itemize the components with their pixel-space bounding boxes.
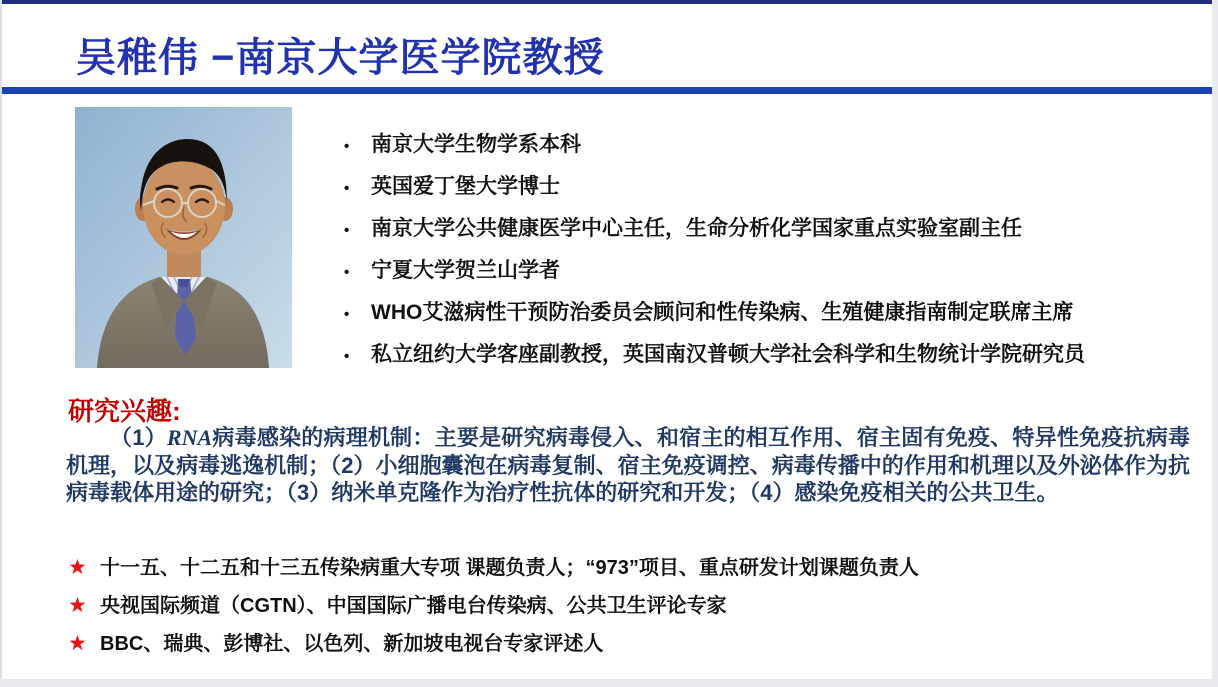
title-divider-rule: [2, 87, 1214, 94]
bullet-dot-icon: •: [344, 348, 350, 365]
credential-text: 南京大学生物学系本科: [371, 133, 581, 156]
credential-text: 英国爱丁堡大学博士: [371, 175, 560, 198]
portrait-photo: [75, 107, 292, 368]
bullet-dot-icon: •: [344, 264, 350, 281]
bullet-dot-icon: •: [344, 180, 350, 197]
left-edge-border: [0, 0, 2, 687]
bullet-dot-icon: •: [344, 222, 350, 239]
highlight-item: [68, 587, 1198, 625]
page-title: 吴稚伟 −南京大学医学院教授: [76, 36, 605, 80]
credentials-list: [344, 124, 1194, 376]
credential-item: [344, 334, 1194, 376]
credential-text: 南京大学公共健康医学中心主任，生命分析化学国家重点实验室副主任: [371, 217, 1022, 240]
highlight-text: 十一五、十二五和十三五传染病重大专项 课题负责人；“973”项目、重点研发计划课题负责人: [100, 557, 919, 579]
credential-item: [344, 166, 1194, 208]
star-icon: ★: [68, 632, 87, 655]
research-interests-heading: 研究兴趣:: [68, 396, 181, 426]
highlight-item: [68, 625, 1198, 663]
highlight-item: [68, 549, 1198, 587]
right-edge-border: [1212, 0, 1218, 687]
credential-item: [344, 292, 1194, 334]
bottom-edge-strip: [0, 679, 1218, 687]
bullet-dot-icon: •: [344, 138, 350, 155]
paragraph-segment: RNA: [166, 425, 213, 450]
highlights-list: [68, 549, 1198, 663]
paragraph-segment: 病毒感染的病理机制：主要是研究病毒侵入、和宿主的相互作用、宿主固有免疫、特异性免疫抗病毒机理，以及病毒逃逸机制；（2）小细胞囊泡在病毒复制、宿主免疫调控、病毒传播中的作用和机理以及外泌体作为抗病毒载体用途的研究；（3）纳米单克隆作为治疗性抗体的研究和开发；（4）感染免疫相关的公共卫生。: [66, 425, 1190, 505]
portrait-illustration: [75, 107, 292, 368]
credential-item: [344, 124, 1194, 166]
highlight-text: 央视国际频道（CGTN）、中国国际广播电台传染病、公共卫生评论专家: [100, 595, 727, 617]
paragraph-segment: （1）: [110, 425, 167, 450]
highlight-text: BBC、瑞典、彭博社、以色列、新加坡电视台专家评述人: [100, 633, 604, 655]
credential-text: 宁夏大学贺兰山学者: [371, 259, 560, 282]
credential-text: 私立纽约大学客座副教授，英国南汉普顿大学社会科学和生物统计学院研究员: [371, 343, 1085, 366]
research-paragraph: [66, 424, 1190, 507]
credential-item: [344, 208, 1194, 250]
top-accent-bar: [2, 0, 1212, 4]
star-icon: ★: [68, 594, 87, 617]
bullet-dot-icon: •: [344, 306, 350, 323]
star-icon: ★: [68, 556, 87, 579]
credential-text: WHO艾滋病性干预防治委员会顾问和性传染病、生殖健康指南制定联席主席: [371, 301, 1074, 324]
credential-item: [344, 250, 1194, 292]
